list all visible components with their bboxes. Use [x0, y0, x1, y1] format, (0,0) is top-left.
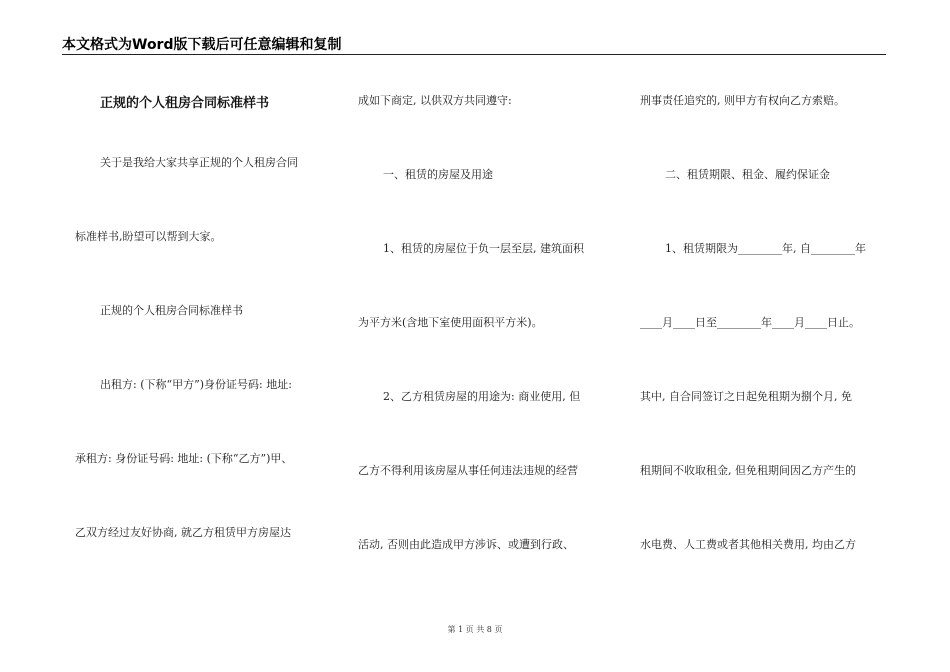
paragraph-line: 出租方: (下称“甲方”)身份证号码: 地址: [100, 378, 292, 391]
paragraph-line: 正规的个人租房合同标准样书 [100, 304, 243, 317]
paragraph-line: 关于是我给大家共享正规的个人租房合同 [100, 156, 298, 169]
paragraph-line: 成如下商定, 以供双方共同遵守: [358, 94, 512, 107]
paragraph-line: 乙双方经过友好协商, 就乙方租赁甲方房屋达 [75, 526, 291, 539]
header-divider [62, 54, 886, 55]
section-heading: 二、租赁期限、租金、履约保证金 [665, 168, 830, 181]
paragraph-line: 刑事责任追究的, 则甲方有权向乙方索赔。 [640, 94, 845, 107]
document-title: 正规的个人租房合同标准样书 [100, 96, 270, 111]
paragraph-line: 承租方: 身份证号码: 地址: (下称“乙方”)甲、 [75, 452, 293, 465]
page-header-title: 本文格式为Word版下载后可任意编辑和复制 [62, 37, 342, 53]
paragraph-line: ____月____日至________年____月____日止。 [640, 316, 860, 329]
paragraph-line: 为平方米(含地下室使用面积平方米)。 [358, 316, 543, 329]
paragraph-line: 水电费、人工费或者其他相关费用, 均由乙方 [640, 538, 856, 551]
paragraph-line: 其中, 自合同签订之日起免租期为捌个月, 免 [640, 390, 852, 403]
paragraph-line: 1、租赁的房屋位于负一层至层, 建筑面积 [383, 242, 584, 255]
section-heading: 一、租赁的房屋及用途 [383, 168, 493, 181]
paragraph-line: 租期间不收取租金, 但免租期间因乙方产生的 [640, 464, 856, 477]
paragraph-line: 标准样书,盼望可以帮到大家。 [75, 230, 222, 243]
page-number-footer: 第 1 页 共 8 页 [447, 625, 503, 634]
paragraph-line: 2、乙方租赁房屋的用途为: 商业使用, 但 [383, 390, 581, 403]
paragraph-line: 乙方不得利用该房屋从事任何违法违规的经营 [358, 464, 578, 477]
paragraph-line: 活动, 否则由此造成甲方涉诉、或遭到行政、 [358, 538, 574, 551]
paragraph-line: 1、租赁期限为________年, 自________年 [665, 242, 866, 255]
